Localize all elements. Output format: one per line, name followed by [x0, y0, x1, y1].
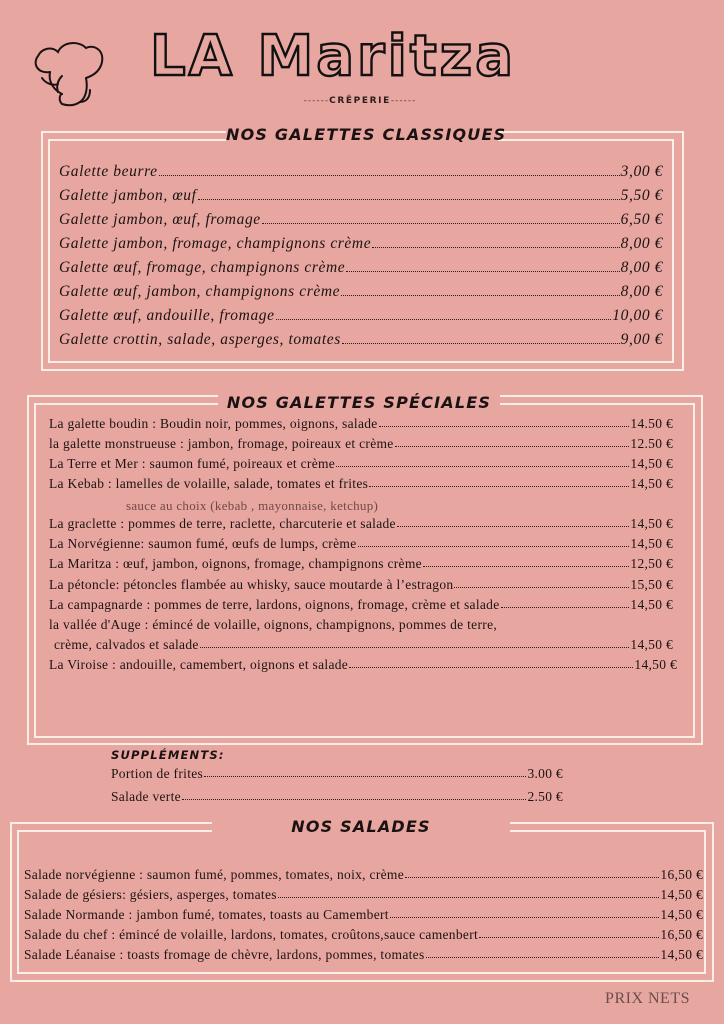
- dot-leader: [426, 957, 660, 958]
- subtitle: [270, 96, 450, 106]
- dot-leader: [479, 937, 659, 938]
- menu-item: La graclette : pommes de terre, raclette, charcuterie et salade 14,50 €: [49, 516, 673, 531]
- price: 10,00 €: [612, 307, 663, 324]
- price: 14,50 €: [630, 536, 673, 551]
- menu-item: la galette monstrueuse : jambon, fromage, poireaux et crème 12.50 €: [49, 436, 673, 451]
- menu-item: La pétoncle: pétoncles flambée au whisky, sauce moutarde à l’estragon 15,50 €: [49, 577, 673, 592]
- price: 14,50 €: [634, 657, 677, 672]
- menu-item: Salade Normande : jambon fumé, tomates, toasts au Camembert 14,50 €: [24, 907, 703, 922]
- menu-item: La Viroise : andouille, camembert, oignons et salade 14,50 €: [49, 657, 677, 672]
- price: 14,50 €: [660, 887, 703, 902]
- price: 12.50 €: [630, 436, 673, 451]
- price: 8,00 €: [620, 283, 663, 300]
- price: 9,00 €: [620, 331, 663, 348]
- menu-item: Galette jambon, œuf 5,50 €: [59, 187, 663, 204]
- price: 2.50 €: [527, 789, 563, 804]
- price: 14.50 €: [630, 416, 673, 431]
- menu-item: La Maritza : œuf, jambon, oignons, fromage, champignons crème 12,50 €: [49, 556, 673, 571]
- menu-item: Salade norvégienne : saumon fumé, pommes, tomates, noix, crème 16,50 €: [24, 867, 703, 882]
- section-title: NOS GALETTES CLASSIQUES: [226, 125, 507, 144]
- menu-item: Portion de frites 3.00 €: [111, 766, 563, 781]
- price: 14,50 €: [630, 516, 673, 531]
- subtitle-dashes-right: ------: [390, 96, 417, 106]
- menu-item: Salade de gésiers: gésiers, asperges, tomates 14,50 €: [24, 887, 703, 902]
- price: 14,50 €: [630, 637, 673, 652]
- dot-leader: [423, 566, 629, 567]
- subtitle-dashes-left: ------: [303, 96, 330, 106]
- price: 16,50 €: [660, 927, 703, 942]
- dot-leader: [341, 295, 620, 296]
- dot-leader: [336, 466, 629, 467]
- section-title: NOS SALADES: [212, 816, 510, 838]
- price: 14,50 €: [630, 597, 673, 612]
- dot-leader: [397, 526, 630, 527]
- menu-item: Galette jambon, fromage, champignons crème 8,00 €: [59, 235, 663, 252]
- dot-leader: [342, 343, 620, 344]
- price: 16,50 €: [660, 867, 703, 882]
- section-title: SUPPLÉMENTS:: [111, 748, 225, 762]
- dot-leader: [390, 917, 660, 918]
- prix-nets-note: PRIX NETS: [605, 990, 690, 1007]
- dot-leader: [358, 546, 630, 547]
- price: 14,50 €: [660, 947, 703, 962]
- menu-item: Galette œuf, andouille, fromage 10,00 €: [59, 307, 663, 324]
- menu-item: La Kebab : lamelles de volaille, salade, tomates et frites 14,50 €: [49, 476, 673, 491]
- price: 6,50 €: [620, 211, 663, 228]
- menu-item: Salade du chef : émincé de volaille, lardons, tomates, croûtons,sauce camenbert 16,50 €: [24, 927, 703, 942]
- kebab-sauce-note: sauce au choix (kebab , mayonnaise, ketchup): [126, 498, 379, 513]
- chef-hat-icon: [28, 36, 114, 112]
- brand-title: LA Maritza: [150, 24, 516, 89]
- dot-leader: [200, 647, 630, 648]
- menu-item: La Terre et Mer : saumon fumé, poireaux et crème 14,50 €: [49, 456, 673, 471]
- dot-leader: [204, 776, 526, 777]
- menu-item: Galette œuf, jambon, champignons crème 8,00 €: [59, 283, 663, 300]
- price: 12,50 €: [630, 556, 673, 571]
- subtitle-text: CRÊPERIE: [329, 96, 391, 106]
- menu-item: La galette boudin : Boudin noir, pommes, oignons, salade 14.50 €: [49, 416, 673, 431]
- price: 8,00 €: [620, 235, 663, 252]
- dot-leader: [159, 175, 620, 176]
- price: 14,50 €: [660, 907, 703, 922]
- dot-leader: [182, 799, 526, 800]
- price: 5,50 €: [620, 187, 663, 204]
- dot-leader: [349, 667, 633, 668]
- menu-item: La campagnarde : pommes de terre, lardons, oignons, fromage, crème et salade 14,50 €: [49, 597, 673, 612]
- dot-leader: [276, 319, 612, 320]
- dot-leader: [454, 587, 629, 588]
- price: 3.00 €: [527, 766, 563, 781]
- menu-item-line1: la vallée d'Auge : émincé de volaille, oignons, champignons, pommes de terre,: [49, 617, 498, 632]
- menu-item: Galette crottin, salade, asperges, tomates 9,00 €: [59, 331, 663, 348]
- price: 8,00 €: [620, 259, 663, 276]
- dot-leader: [198, 199, 620, 200]
- dot-leader: [369, 486, 629, 487]
- dot-leader: [372, 247, 619, 248]
- menu-item: Galette jambon, œuf, fromage 6,50 €: [59, 211, 663, 228]
- menu-item: Salade Léanaise : toasts fromage de chèvre, lardons, pommes, tomates 14,50 €: [24, 947, 703, 962]
- section-title: NOS GALETTES SPÉCIALES: [218, 392, 500, 414]
- menu-item: Salade verte 2.50 €: [111, 789, 563, 804]
- menu-item: La Norvégienne: saumon fumé, œufs de lumps, crème 14,50 €: [49, 536, 673, 551]
- menu-item: Galette œuf, fromage, champignons crème 8,00 €: [59, 259, 663, 276]
- menu-item: Galette beurre 3,00 €: [59, 163, 663, 180]
- dot-leader: [278, 897, 660, 898]
- dot-leader: [405, 877, 659, 878]
- dot-leader: [346, 271, 619, 272]
- price: 15,50 €: [630, 577, 673, 592]
- dot-leader: [395, 446, 630, 447]
- dot-leader: [262, 223, 620, 224]
- price: 3,00 €: [620, 163, 663, 180]
- dot-leader: [379, 426, 630, 427]
- dot-leader: [501, 607, 630, 608]
- price: 14,50 €: [630, 476, 673, 491]
- price: 14,50 €: [630, 456, 673, 471]
- menu-item: crème, calvados et salade 14,50 €: [54, 637, 673, 652]
